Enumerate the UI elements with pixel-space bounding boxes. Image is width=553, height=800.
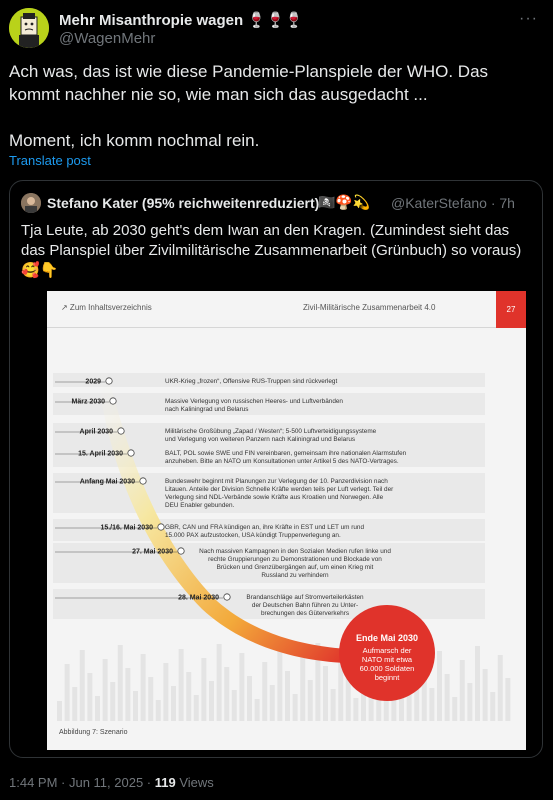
background-bar	[201, 658, 206, 721]
document-page-number: 27	[496, 291, 526, 328]
background-bar	[87, 673, 92, 721]
timeline-description: rechte Gruppierungen zu Demonstrationen und Blockade von	[208, 556, 382, 563]
background-bar	[156, 700, 161, 721]
timeline-dot	[140, 478, 146, 484]
background-bar	[308, 680, 313, 721]
background-bar	[179, 649, 184, 721]
timeline-dot	[224, 594, 230, 600]
cartoon-avatar-icon	[9, 8, 49, 48]
author-handle[interactable]: @WagenMehr	[59, 30, 156, 47]
background-bar	[293, 694, 298, 721]
timeline-description: der Deutschen Bahn führen zu Unter-	[251, 602, 359, 609]
quoted-author-display-name[interactable]: Stefano Kater (95% reichweitenreduziert)	[47, 195, 320, 211]
document-caption: Abbildung 7: Szenario	[59, 729, 128, 736]
timeline-dot	[110, 398, 116, 404]
background-bar	[460, 660, 465, 721]
background-bar	[505, 678, 510, 721]
document-toc-link: ↗ Zum Inhaltsverzeichnis	[61, 303, 152, 312]
end-marker-line: beginnt	[374, 673, 400, 682]
background-bar	[452, 697, 457, 721]
background-bar	[247, 676, 252, 721]
background-bar	[467, 683, 472, 721]
post-text-line-1: Ach was, das ist wie diese Pandemie-Planspiele der WHO. Das kommt nachher nie so, wie man sich das ausgedacht ...	[9, 62, 489, 104]
timeline-description: 15.000 PAX aufzustocken, USA kündigt Truppenverlegung an.	[165, 532, 341, 539]
end-marker-line: NATO mit etwa	[361, 655, 413, 664]
timeline-description: Nach massiven Kampagnen in den Sozialen Medien rufen linke und	[199, 548, 391, 555]
background-bar	[110, 682, 115, 721]
views-label: Views	[175, 775, 214, 790]
background-bar	[148, 677, 153, 721]
background-bar	[224, 667, 229, 721]
timeline-date: März 2030	[71, 398, 105, 406]
background-bar	[103, 659, 108, 721]
background-bar	[270, 685, 275, 721]
background-bar	[437, 651, 442, 721]
timeline-description: Brandanschläge auf Stromverteilerkästen	[246, 594, 364, 601]
background-bar	[194, 695, 199, 721]
author-display-name[interactable]: Mehr Misanthropie wagen 🍷🍷🍷	[59, 12, 304, 29]
timeline-date: 15. April 2030	[78, 450, 123, 458]
views-count: 119	[154, 775, 176, 790]
background-bar	[429, 688, 434, 721]
post-header	[9, 8, 544, 48]
timeline-dot	[106, 378, 112, 384]
timeline-description: Verlegung sind NDL-Verbände sowie Kräfte aus Kroatien und Norwegen. Alle	[165, 494, 384, 501]
timeline-description: Militärische Großübung „Zapad / Westen“; 5-500 Luftverteidigungssysteme	[165, 428, 377, 435]
timeline-date: 2029	[85, 378, 101, 386]
background-bar	[72, 687, 77, 721]
timeline-date: 27. Mai 2030	[132, 548, 173, 556]
timeline-date: 28. Mai 2030	[178, 594, 219, 602]
timeline-date: 15./16. Mai 2030	[100, 524, 153, 532]
timeline-date: April 2030	[79, 428, 113, 436]
background-bar	[285, 671, 290, 721]
timeline-description: UKR-Krieg „frozen“, Offensive RUS-Truppen sind rückverlegt	[165, 378, 338, 385]
background-bar	[475, 646, 480, 721]
background-bar	[163, 663, 168, 721]
quoted-post[interactable]	[9, 180, 543, 758]
timeline-description: nach Kaliningrad und Belarus	[165, 406, 249, 413]
timeline-description: Litauen. Anteile der Division Schnelle Kräfte werden teils per Luft verlegt. Teil der	[165, 486, 394, 493]
background-bar	[65, 664, 70, 721]
quoted-author-handle-time[interactable]: @KaterStefano · 7h	[391, 195, 515, 211]
background-bar	[300, 657, 305, 721]
background-bar	[95, 696, 100, 721]
background-bar	[232, 690, 237, 721]
background-bar	[262, 662, 267, 721]
background-bar	[255, 699, 260, 721]
quoted-author-emoji: 🏴‍☠️🍄💫	[318, 194, 371, 210]
background-bar	[80, 650, 85, 721]
timeline-description: Massive Verlegung von russischen Heeres- und Luftverbänden	[165, 398, 343, 405]
end-marker-line: Aufmarsch der	[362, 646, 412, 655]
background-bar	[57, 701, 62, 721]
timeline-dot	[158, 524, 164, 530]
background-bar	[118, 645, 123, 721]
post-meta	[9, 775, 214, 790]
more-options-icon[interactable]: ···	[519, 10, 538, 27]
background-bar	[186, 672, 191, 721]
background-bar	[217, 644, 222, 721]
background-bar	[277, 648, 282, 721]
person-avatar-icon	[21, 193, 41, 213]
background-bar	[445, 674, 450, 721]
timeline-description: Russland zu verhindern	[261, 572, 329, 579]
background-bar	[331, 689, 336, 721]
timeline-description: Bundeswehr beginnt mit Planungen zur Verlegung der 10. Panzerdivision nach	[165, 478, 388, 485]
timeline-description: DEU Enabler gebunden.	[165, 502, 235, 509]
document-header-title: Zivil-Militärische Zusammenarbeit 4.0	[303, 303, 436, 312]
timeline-description: und Verlegung von weiteren Panzern nach Kaliningrad und Belarus	[165, 436, 356, 443]
scenario-timeline	[47, 291, 526, 750]
background-bar	[490, 692, 495, 721]
quoted-author-avatar[interactable]	[21, 193, 41, 213]
background-bar	[498, 655, 503, 721]
timeline-description: GBR, CAN und FRA kündigen an, ihre Kräfte in EST und LET um rund	[165, 524, 365, 531]
background-bar	[171, 686, 176, 721]
background-bar	[323, 666, 328, 721]
background-bar	[209, 681, 214, 721]
background-bar	[483, 669, 488, 721]
background-bar	[239, 653, 244, 721]
timeline-description: anzuheben. Bitte an NATO um Konsultationen unter Artikel 5 des NATO-Vertrages.	[165, 458, 399, 465]
background-bar	[353, 698, 358, 721]
document-image[interactable]	[47, 291, 526, 750]
timeline-description: Brücken und Grenzübergängen auf, um einen Krieg mit	[216, 564, 374, 571]
quoted-post-text: Tja Leute, ab 2030 geht's dem Iwan an den Kragen. (Zumindest sieht das das Planspiel über Zivilmilitärische Zusammenarbeit (Grünbuch) so voraus) 🥰👇	[21, 222, 522, 279]
timeline-description: brechungen des Güterverkehrs	[260, 610, 350, 617]
post-timestamp[interactable]: 1:44 PM · Jun 11, 2025 ·	[9, 775, 155, 790]
background-bar	[141, 654, 146, 721]
translate-post-link[interactable]: Translate post	[9, 153, 91, 168]
post-text-line-2: Moment, ich komm nochmal rein.	[9, 131, 260, 150]
timeline-dot	[178, 548, 184, 554]
end-marker-title: Ende Mai 2030	[355, 633, 419, 643]
timeline-dot	[118, 428, 124, 434]
background-bar	[125, 668, 130, 721]
author-avatar[interactable]	[9, 8, 49, 48]
timeline-date: Anfang Mai 2030	[79, 478, 135, 486]
timeline-dot	[128, 450, 134, 456]
background-bar	[133, 691, 138, 721]
timeline-description: BALT, POL sowie SWE und FIN vereinbaren, gemeinsam ihre nationalen Alarmstufen	[165, 450, 407, 457]
end-marker-line: 60.000 Soldaten	[359, 664, 415, 673]
background-bars	[57, 642, 510, 721]
quoted-post-header	[21, 193, 531, 213]
